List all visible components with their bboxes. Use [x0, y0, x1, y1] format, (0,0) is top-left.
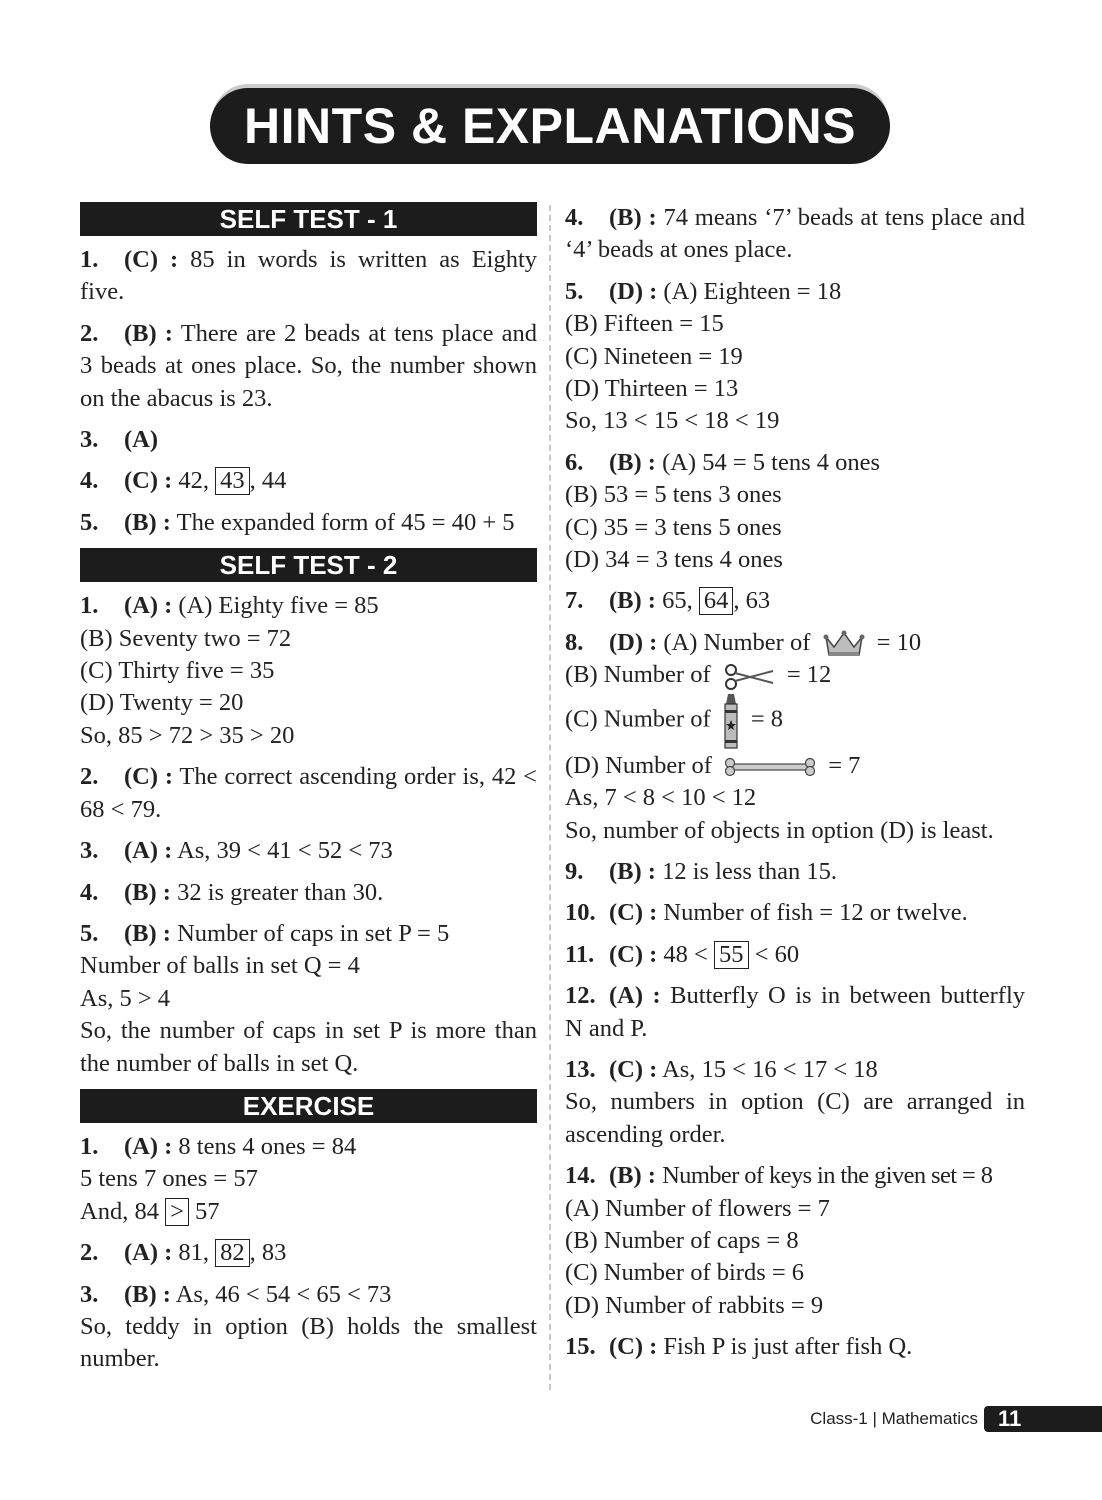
- page-footer: [810, 1406, 1102, 1432]
- answer-item: 7. (B) : 65, 64 , 63: [565, 587, 771, 615]
- answer-item: 11. (C) : 48 < 55 < 60: [565, 940, 800, 968]
- boxed-answer: 43: [215, 467, 250, 495]
- answer-item: 4. (B) : 32 is greater than 30.: [80, 878, 384, 906]
- right-column: [565, 202, 1025, 1373]
- answer-item: 3. (A) : As, 39 < 41 < 52 < 73: [80, 837, 393, 865]
- section-heading-self-test-2: SELF TEST - 2: [80, 548, 537, 582]
- answer-item: 14. (B) : Number of keys in the given set = 8 (A) Number of flowers = 7 (B) Number of caps = 8 (C) Number of birds = 6 (D) Number of rabbits = 9: [565, 1162, 993, 1319]
- answer-item: 5. (B) : The expanded form of 45 = 40 + 5: [80, 508, 515, 536]
- section-heading-self-test-1: SELF TEST - 1: [80, 202, 537, 236]
- page-number: 11: [984, 1406, 1102, 1432]
- left-column: [80, 202, 537, 1385]
- boxed-answer: 55: [714, 941, 749, 969]
- answer-item: 2. (A) : 81, 82 , 83: [80, 1239, 287, 1267]
- answer-item: 13. (C) : As, 15 < 16 < 17 < 18 So, numbers in option (C) are arranged in ascending order.: [565, 1055, 1025, 1148]
- answer-item: 1. (A) : 8 tens 4 ones = 84 5 tens 7 ones = 57 And, 84 > 57: [80, 1132, 357, 1225]
- page-title: HINTS & EXPLANATIONS: [244, 98, 856, 154]
- answer-item: 4. (B) : 74 means ‘7’ beads at tens place and ‘4’ beads at ones place.: [565, 204, 1026, 264]
- boxed-answer: 64: [699, 587, 734, 615]
- scissors-icon: [723, 663, 775, 691]
- bone-icon: [724, 757, 816, 777]
- column-divider: [549, 205, 551, 1390]
- crayon-icon: [723, 692, 739, 750]
- answer-item: 2. (B) : There are 2 beads at tens place and 3 beads at ones place. So, the number shown on the abacus is 23.: [80, 319, 537, 412]
- crown-icon: [823, 629, 865, 659]
- page-title-banner: [210, 88, 890, 164]
- answer-item: 2. (C) : The correct ascending order is, 42 < 68 < 79.: [80, 763, 537, 823]
- answer-item: 8. (D) : (A) Number of = 10 (B) Number of = 12 (C) Number of = 8 (D) Number of = 7 As, 7 < 8 < 10 < 12 So, number of objects in option (D) is least.: [565, 628, 994, 844]
- answer-item: 1. (C) : 85 in words is written as Eighty five.: [80, 246, 538, 306]
- boxed-answer: >: [165, 1198, 189, 1226]
- answer-item: 3. (B) : As, 46 < 54 < 65 < 73 So, teddy in option (B) holds the smallest number.: [80, 1280, 537, 1373]
- answer-item: 4. (C) : 42, 43 , 44: [80, 467, 287, 495]
- section-heading-exercise: EXERCISE: [80, 1089, 537, 1123]
- answer-item: 6. (B) : (A) 54 = 5 tens 4 ones (B) 53 = 5 tens 3 ones (C) 35 = 3 tens 5 ones (D) 34 = 3 tens 4 ones: [565, 448, 881, 574]
- footer-subject: Class-1 | Mathematics: [810, 1409, 978, 1428]
- answer-item: 9. (B) : 12 is less than 15.: [565, 857, 837, 885]
- answer-item: 12. (A) : Butterfly O is in between butterfly N and P.: [565, 982, 1026, 1042]
- answer-item: 5. (D) : (A) Eighteen = 18 (B) Fifteen = 15 (C) Nineteen = 19 (D) Thirteen = 13 So, 13 < 15 < 18 < 19: [565, 277, 842, 435]
- answer-item: 1. (A) : (A) Eighty five = 85 (B) Seventy two = 72 (C) Thirty five = 35 (D) Twenty = 20 So, 85 > 72 > 35 > 20: [80, 592, 379, 749]
- answer-item: 15. (C) : Fish P is just after fish Q.: [565, 1333, 913, 1361]
- answer-item: 3. (A): [80, 426, 159, 454]
- boxed-answer: 82: [215, 1239, 250, 1267]
- answer-item: 5. (B) : Number of caps in set P = 5 Number of balls in set Q = 4 As, 5 > 4 So, the number of caps in set P is more than the number of balls in set Q.: [80, 919, 537, 1077]
- answer-item: 10. (C) : Number of fish = 12 or twelve.: [565, 899, 968, 927]
